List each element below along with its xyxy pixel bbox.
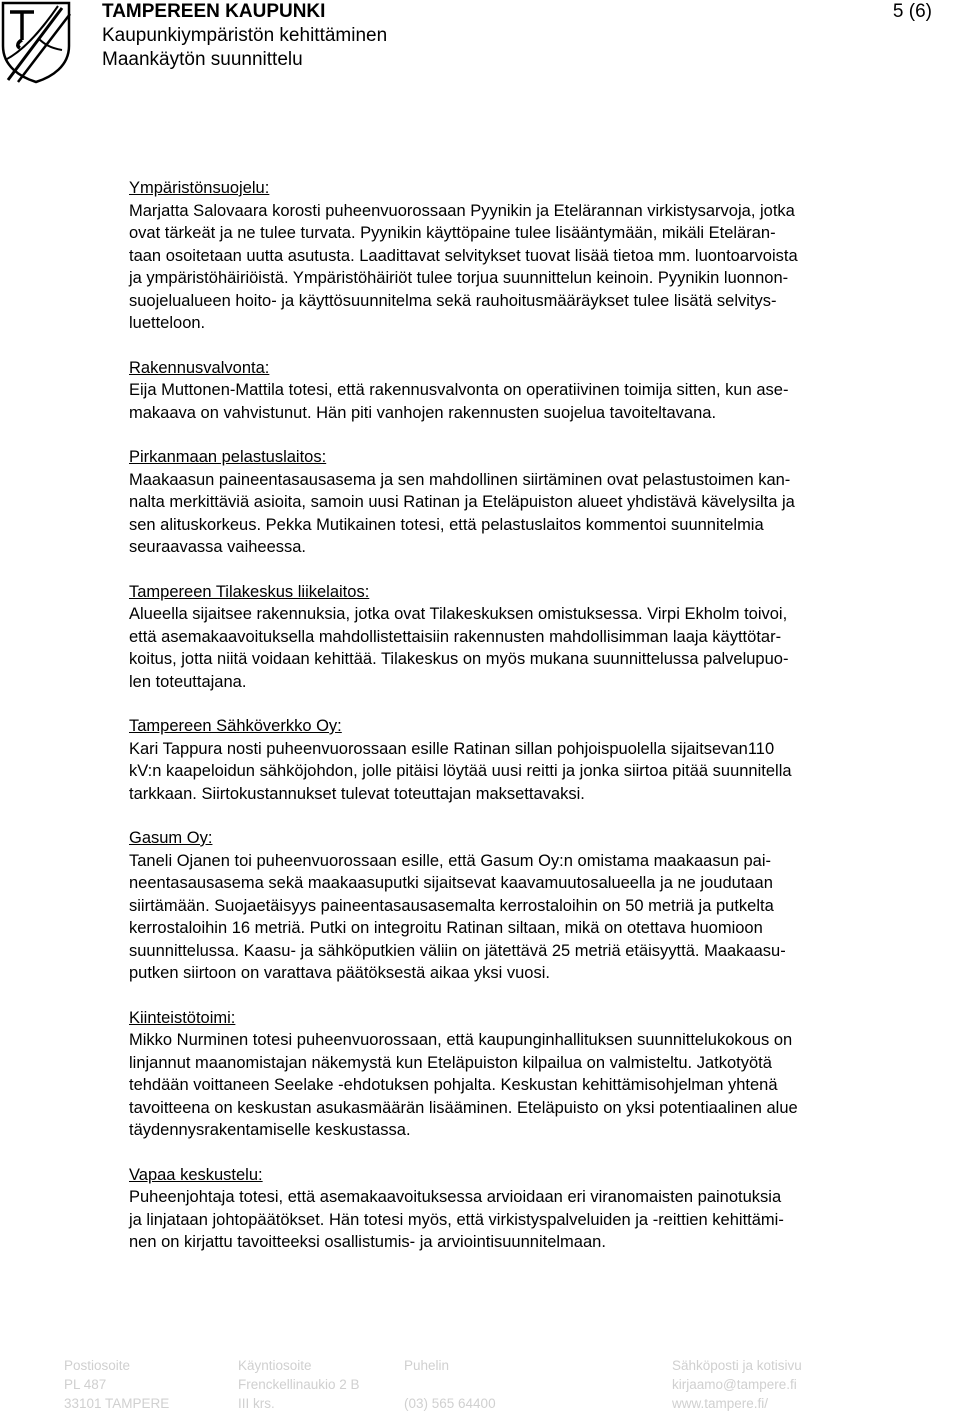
section-vapaa-keskustelu (129, 1164, 934, 1254)
text-line: Eija Muttonen-Mattila totesi, että rakennusvalvonta on operatiivinen toimija sitten, kun ase- (129, 381, 789, 399)
footer-value: 33101 TAMPERE (64, 1396, 170, 1411)
footer-value: III krs. (238, 1396, 275, 1411)
section-paragraph (129, 469, 934, 559)
text-line: kV:n kaapeloidun sähköjohdon, jolle pitäisi löytää uusi reitti ja jonka siirtoa pitää suunnitella (129, 762, 792, 780)
section-heading: Kiinteistötoimi: (129, 1008, 236, 1027)
footer-value: Frenckellinaukio 2 B (238, 1377, 360, 1392)
text-line: nalta merkittäviä asioita, samoin uusi Ratinan ja Eteläpuiston alueet yhdistävä kävelysilta ja (129, 493, 795, 511)
text-line: että asemakaavoituksella mahdollistettaisiin rakennusten mahdollisimman laaja käyttötar- (129, 627, 782, 646)
text-line: Puheenjohtaja totesi, että asemakaavoituksessa arvioidaan eri viranomaisten painotuksia (129, 1188, 782, 1206)
text-line: koitus, jotta niitä voidaan kehittää. Tilakeskus on myös mukana suunnittelussa palvelupuo- (129, 650, 789, 668)
footer-email-web (672, 1356, 802, 1413)
footer-website-link[interactable]: www.tampere.fi/ (672, 1396, 769, 1411)
section-pelastuslaitos (129, 446, 934, 559)
footer-postal-address (64, 1356, 169, 1413)
section-paragraph (129, 200, 934, 335)
text-line: siirtämään. Suojaetäisyys paineentasausasemalta kerrostaloihin on 50 metriä ja putkelta (129, 896, 774, 915)
text-line: Kari Tappura nosti puheenvuorossaan esille Ratinan sillan pohjoispuolella sijaitsevan110 (129, 739, 775, 758)
text-line: seuraavassa vaiheessa. (129, 538, 307, 556)
text-line: putken siirtoon on varattava päätöksestä aikaa yksi vuosi. (129, 964, 550, 982)
footer-visiting-address (238, 1356, 360, 1413)
text-line: sen alituskorkeus. Pekka Mutikainen totesi, että pelastuslaitos kommentoi suunnitelmia (129, 515, 764, 534)
section-kiinteistotoimi (129, 1007, 934, 1142)
section-paragraph (129, 850, 934, 985)
footer-value: (03) 565 64400 (404, 1396, 496, 1411)
section-paragraph (129, 379, 934, 424)
section-paragraph (129, 603, 934, 693)
section-heading: Rakennusvalvonta: (129, 358, 270, 377)
section-heading: Tampereen Tilakeskus liikelaitos: (129, 582, 370, 601)
footer-email-link[interactable]: kirjaamo@tampere.fi (672, 1377, 797, 1392)
text-line: taan osoitetaan uutta asutusta. Laadittavat selvitykset tuovat lisää tietoa mm. luontoarvoista (129, 246, 798, 265)
text-line: tarkkaan. Siirtokustannukset tulevat toteuttajan maksettavaksi. (129, 784, 585, 803)
department-name: Kaupunkiympäristön kehittäminen (102, 25, 388, 46)
footer-label: Postiosoite (64, 1358, 131, 1373)
text-line: makaava on vahvistunut. Hän piti vanhojen rakennusten suojelua tavoiteltavana. (129, 403, 717, 422)
section-heading: Pirkanmaan pelastuslaitos: (129, 448, 327, 466)
section-heading: Vapaa keskustelu: (129, 1165, 263, 1184)
text-line: Alueella sijaitsee rakennuksia, jotka ovat Tilakeskuksen omistuksessa. Virpi Ekholm toivoi, (129, 605, 788, 623)
section-heading: Tampereen Sähköverkko Oy: (129, 717, 342, 735)
unit-name: Maankäytön suunnittelu (102, 49, 303, 70)
footer-label: Puhelin (404, 1358, 450, 1373)
text-line: Maakaasun paineentasausasema ja sen mahdollinen siirtäminen ovat pelastustoimen kan- (129, 470, 791, 489)
text-line: täydennysrakentamiselle keskustassa. (129, 1121, 411, 1139)
text-line: linjannut maanomistajan näkemystä kun Eteläpuiston kilpailua on valmisteltu. Jatkotyötä (129, 1053, 772, 1072)
footer-label: Sähköposti ja kotisivu (672, 1358, 802, 1373)
section-gasum (129, 827, 934, 985)
section-heading: Gasum Oy: (129, 829, 213, 847)
tampere-coat-of-arms-icon (0, 0, 72, 84)
text-line: len toteuttajana. (129, 672, 247, 691)
section-rakennusvalvonta (129, 357, 934, 425)
document-footer (0, 1356, 960, 1414)
section-sahkoverkko (129, 715, 934, 805)
page-number: 5 (6) (892, 1, 932, 22)
text-line: neentasausasema sekä maakaasuputki sijaitsevat kaavamuutosalueella ja ne joudutaan (129, 874, 773, 892)
text-line: ovat tärkeät ja ne tulee turvata. Pyynikin käyttöpaine tulee lisääntymään, mikäli Eteläran- (129, 224, 776, 242)
text-line: suunnittelussa. Kaasu- ja sähköputkien väliin on jätettävä 25 metriä etäisyyttä. Maakaasu- (129, 941, 786, 960)
document-header (102, 0, 387, 72)
footer-value: PL 487 (64, 1377, 107, 1392)
text-line: ja linjataan johtopäätökset. Hän totesi myös, että virkistyspalveluiden ja -reittien kehittämi- (129, 1210, 784, 1229)
text-line: tehdään voittaneen Seelake -ehdotuksen pohjalta. Keskustan kehittämisohjelman yhtenä (129, 1076, 778, 1094)
text-line: kerrostaloihin 16 metriä. Putki on integroitu Ratinan siltaan, mikä on otettava huomioon (129, 919, 763, 937)
text-line: nen on kirjattu tavoitteeksi osallistumis- ja arviointisuunnitelmaan. (129, 1233, 606, 1251)
organization-name: TAMPEREEN KAUPUNKI (102, 1, 326, 22)
text-line: Marjatta Salovaara korosti puheenvuorossaan Pyynikin ja Etelärannan virkistysarvoja, jotka (129, 201, 795, 220)
text-line: tavoitteena on keskustan asukasmäärän lisääminen. Eteläpuisto on yksi potentiaalinen alue (129, 1098, 798, 1117)
document-body (129, 177, 934, 1276)
text-line: luetteloon. (129, 314, 206, 332)
footer-label: Käyntiosoite (238, 1358, 312, 1373)
section-tilakeskus (129, 581, 934, 694)
text-line: Taneli Ojanen toi puheenvuorossaan esille, että Gasum Oy:n omistama maakaasun pai- (129, 851, 772, 870)
footer-value (404, 1375, 496, 1394)
footer-phone (404, 1356, 496, 1413)
section-paragraph (129, 1186, 934, 1254)
text-line: suojelualueen hoito- ja käyttösuunnitelma sekä rauhoitusmääräykset tulee lisätä selvitys- (129, 291, 777, 310)
text-line: Mikko Nurminen totesi puheenvuorossaan, että kaupunginhallituksen suunnittelukokous on (129, 1031, 793, 1049)
text-line: ja ympäristöhäiriöistä. Ympäristöhäiriöt tulee torjua suunnittelun keinoin. Pyynikin luonnon- (129, 269, 789, 287)
section-ymparistonsuojelu (129, 177, 934, 335)
section-paragraph (129, 738, 934, 806)
section-paragraph (129, 1029, 934, 1142)
section-heading: Ympäristönsuojelu: (129, 179, 270, 197)
